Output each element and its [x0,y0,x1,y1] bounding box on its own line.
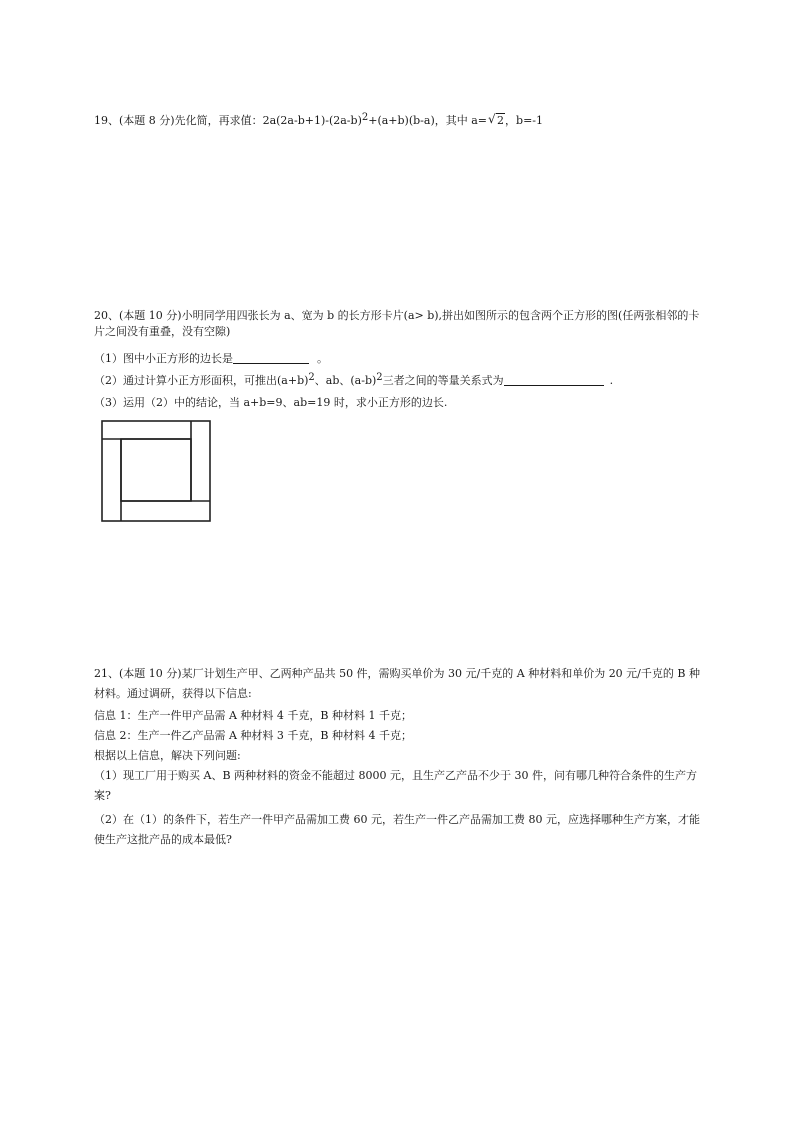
q20-part2-blank [504,373,604,386]
q20-part3: （3）运用（2）中的结论，当 a+b=9、ab=19 时，求小正方形的边长. [94,396,448,409]
q21-part1: （1）现工厂用于购买 A、B 两种材料的资金不能超过 8000 元，且生产乙产品不少于 30 件，问有哪几种符合条件的生产方案? [94,769,697,802]
q21-part2: （2）在（1）的条件下，若生产一件甲产品需加工费 60 元，若生产一件乙产品需加工费 80 元，应选择哪种生产方案，才能使生产这批产品的成本最低? [94,813,700,846]
q20-part2 [94,373,613,389]
q21-info1: 信息 1：生产一件甲产品需 A 种材料 4 千克，B 种材料 1 千克； [94,709,412,722]
outer-square [102,421,210,521]
q20-part2-a: （2）通过计算小正方形面积，可推出(a+b) [94,374,309,387]
q20-part1-text: （1）图中小正方形的边长是 [94,352,233,365]
q20-part2-exp2: 2 [376,372,383,383]
inner-square [121,439,191,501]
q20-part1 [94,351,328,367]
q21-stem: 21、(本题 10 分)某厂计划生产甲、乙两种产品共 50 件，需购买单价为 30 元/千克的 A 种材料和单价为 20 元/千克的 B 种材料。通过调研，获得以下信息: [94,667,700,700]
q21-info2: 信息 2：生产一件乙产品需 A 种材料 3 千克，B 种材料 4 千克； [94,729,412,742]
q20-part2-b: 、ab、(a-b) [314,374,377,387]
q19-radicand: 2 [497,114,505,127]
q20-part1-end: 。 [317,352,328,365]
q20-part2-exp1: 2 [308,372,315,383]
question-19 [94,113,543,129]
q21-intro: 根据以上信息，解决下列问题: [94,749,241,762]
q20-part2-end: . [609,374,614,387]
sqrt-symbol [488,113,505,129]
q20-part1-blank [233,351,309,364]
q20-part2-c: 三者之间的等量关系式为 [382,374,504,387]
square-cards-figure [100,419,212,523]
q20-stem: 20、(本题 10 分)小明同学用四张长为 a、宽为 b 的长方形卡片(a> b),拼出如图所示的包含两个正方形的图(任两张相邻的卡片之间没有重叠，没有空隙) [94,309,700,338]
q19-mid: +(a+b)(b-a)，其中 a= [368,114,488,127]
q19-exponent: 2 [361,112,369,123]
q19-prefix: 19、(本题 8 分)先化简，再求值：2a(2a-b+1)-(2a-b) [94,114,362,127]
q19-tail: ，b=-1 [505,114,544,127]
